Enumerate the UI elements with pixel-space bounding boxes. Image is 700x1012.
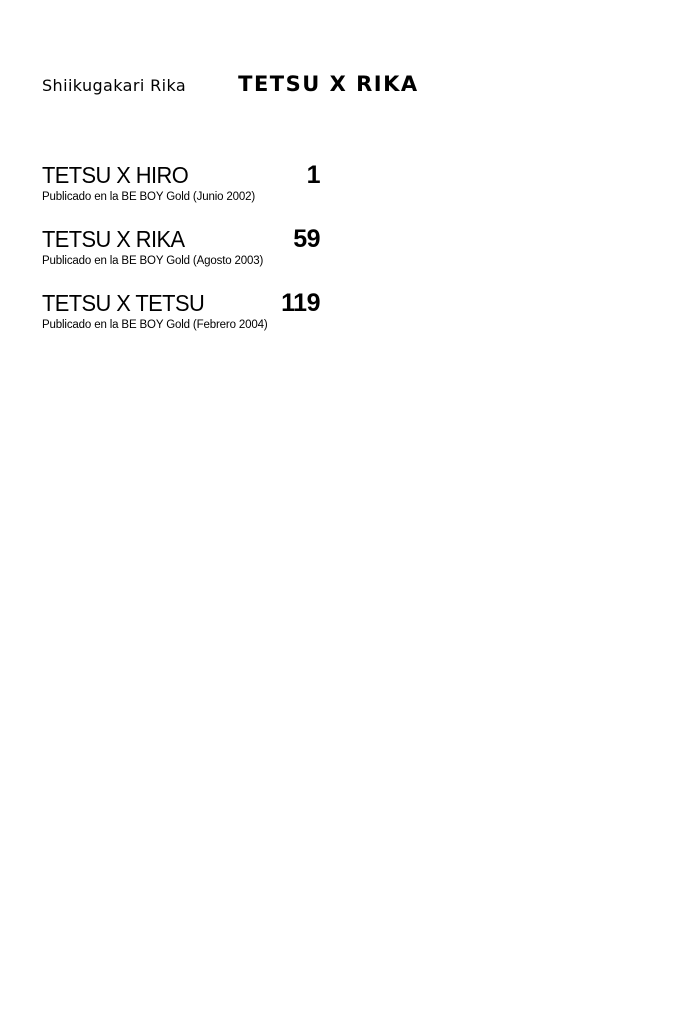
author-name: Shiikugakari Rika [42,76,187,95]
toc-entry-note: Publicado en la BE BOY Gold (Junio 2002) [42,191,256,203]
toc-entry-title: TETSU X TETSU [42,290,205,316]
toc-entry-page-number: 1 [306,161,320,189]
table-of-contents [42,163,352,331]
list-item [42,227,352,267]
toc-entry-page-number: 59 [293,225,320,253]
page-title: TETSU X RIKA [238,72,419,96]
page-header [42,72,642,96]
toc-entry-note: Publicado en la BE BOY Gold (Agosto 2003) [42,255,264,267]
toc-entry-page-number: 119 [281,289,320,317]
toc-entry-row [42,291,320,316]
toc-entry-note: Publicado en la BE BOY Gold (Febrero 2004) [42,319,268,331]
toc-entry-title: TETSU X RIKA [42,226,185,252]
list-item [42,291,352,331]
list-item [42,163,352,203]
toc-entry-row [42,227,320,252]
toc-entry-row [42,163,320,188]
toc-entry-title: TETSU X HIRO [42,162,189,188]
